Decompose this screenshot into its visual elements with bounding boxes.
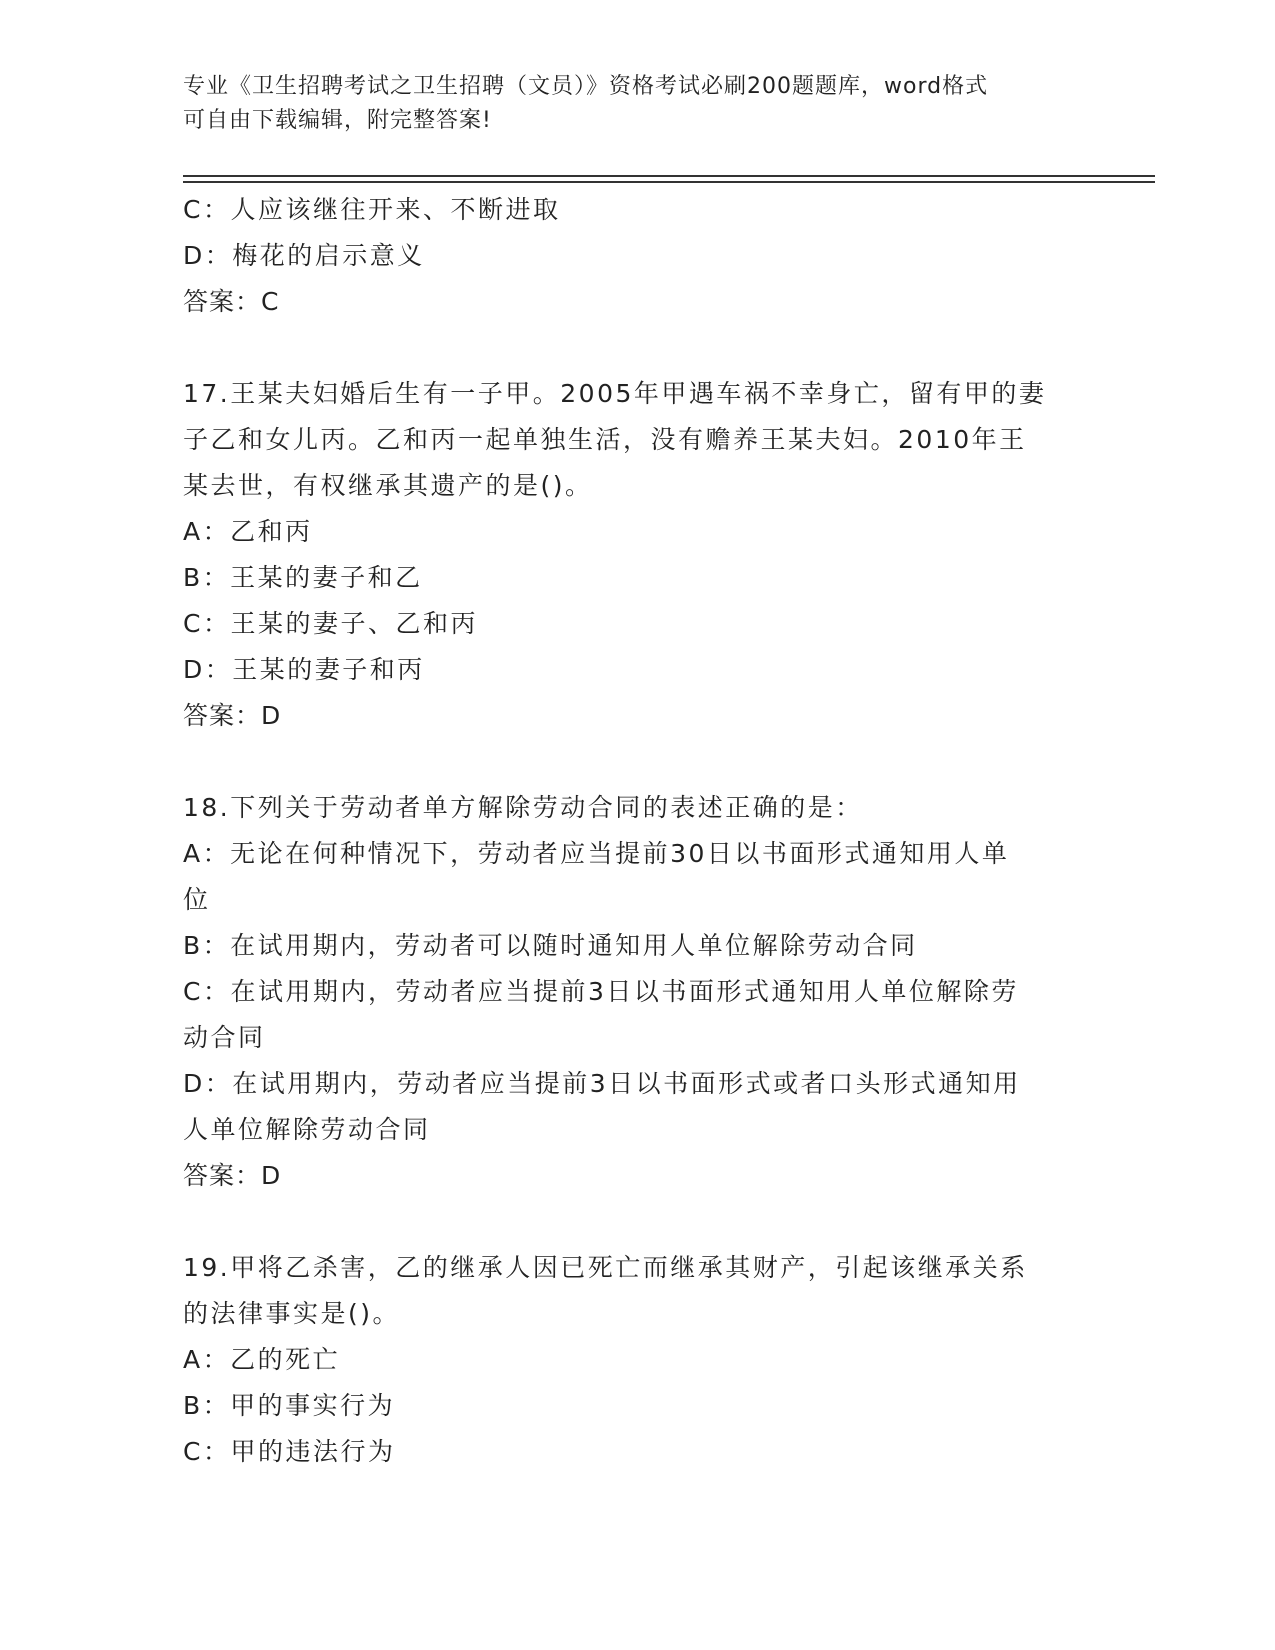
question-19-option-a: A：乙的死亡 [183,1345,341,1374]
question-18-option-a-line-1: A：无论在何种情况下，劳动者应当提前30日以书面形式通知用人单 [183,839,1010,868]
header-rule-top [183,175,1155,177]
question-17-line-2: 子乙和女儿丙。乙和丙一起单独生活，没有赡养王某夫妇。2010年王 [183,425,1027,454]
question-17-option-b: B：王某的妻子和乙 [183,563,423,592]
header-line-2: 可自由下载编辑，附完整答案! [183,108,492,133]
question-content [183,187,1083,1475]
question-18-option-d-line-2: 人单位解除劳动合同 [183,1115,431,1144]
question-19-line-1: 19.甲将乙杀害，乙的继承人因已死亡而继承其财产，引起该继承关系 [183,1253,1028,1282]
question-18-answer: 答案：D [183,1161,282,1190]
spacer [183,1199,1083,1245]
question-19-option-c: C：甲的违法行为 [183,1437,396,1466]
question-18-option-b: B：在试用期内，劳动者可以随时通知用人单位解除劳动合同 [183,931,918,960]
question-17-option-a: A：乙和丙 [183,517,313,546]
question-17-option-c: C：王某的妻子、乙和丙 [183,609,478,638]
option-c: C：人应该继往开来、不断进取 [183,195,561,224]
option-d: D：梅花的启示意义 [183,241,425,270]
question-17-line-1: 17.王某夫妇婚后生有一子甲。2005年甲遇车祸不幸身亡，留有甲的妻 [183,379,1047,408]
question-17-option-d: D：王某的妻子和丙 [183,655,425,684]
spacer [183,325,1083,371]
question-18-stem: 18.下列关于劳动者单方解除劳动合同的表述正确的是： [183,793,863,822]
question-18-option-a-line-2: 位 [183,885,211,914]
spacer [183,739,1083,785]
question-18-option-c-line-2: 动合同 [183,1023,266,1052]
question-17-line-3: 某去世，有权继承其遗产的是()。 [183,471,593,500]
question-18-option-c-line-1: C：在试用期内，劳动者应当提前3日以书面形式通知用人单位解除劳 [183,977,1019,1006]
document-header [183,70,1063,138]
header-line-1: 专业《卫生招聘考试之卫生招聘（文员）》资格考试必刷200题题库，word格式 [183,74,989,99]
question-19-line-2: 的法律事实是()。 [183,1299,401,1328]
question-17-answer: 答案：D [183,701,282,730]
question-18-option-d-line-1: D：在试用期内，劳动者应当提前3日以书面形式或者口头形式通知用 [183,1069,1021,1098]
header-rule-bottom [183,181,1155,183]
answer: 答案：C [183,287,280,316]
question-19-option-b: B：甲的事实行为 [183,1391,396,1420]
